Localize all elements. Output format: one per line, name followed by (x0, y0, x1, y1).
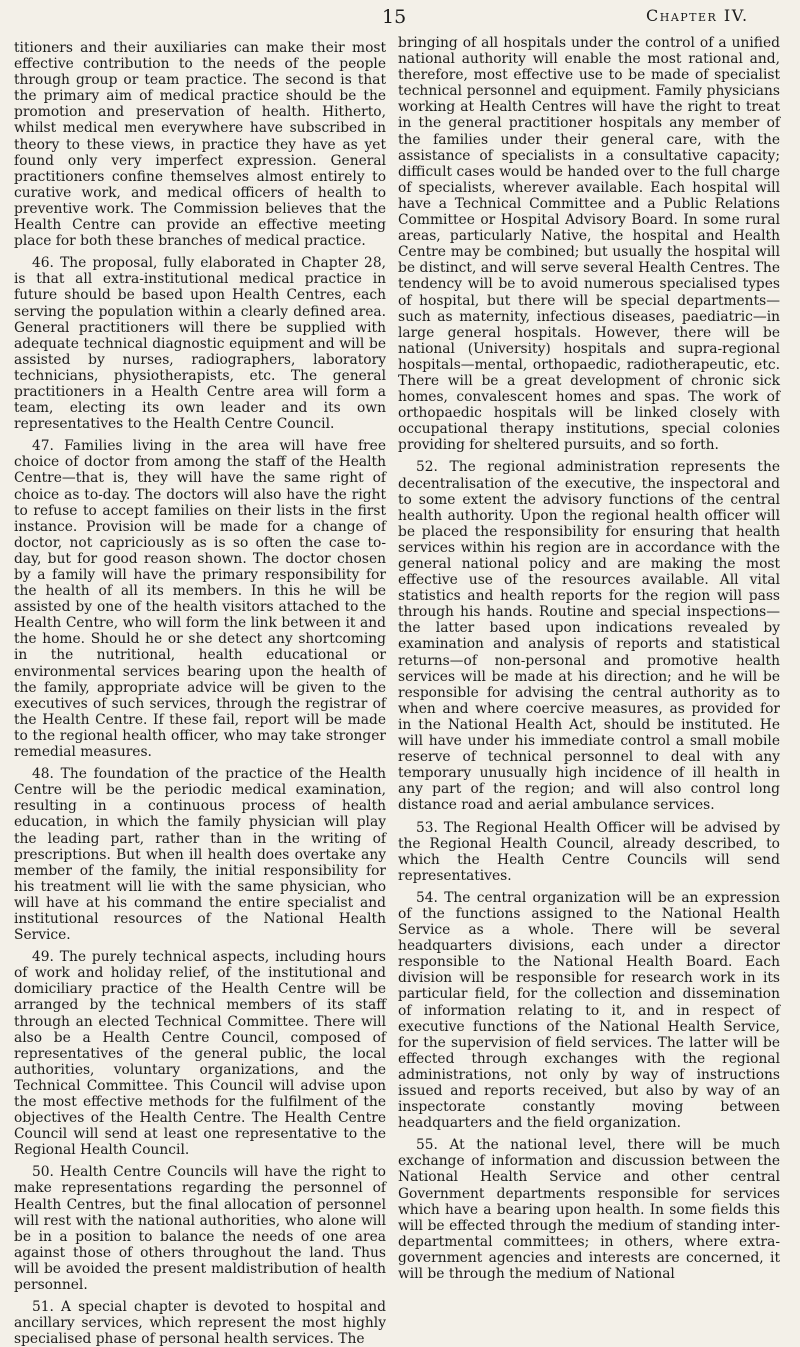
paragraph-47: 47. Families living in the area will have free choice of doctor from among the staff of the Health Centre—that is, they will have the same right of choice as to-day. The doctors will also have the right to refuse to accept families on their lists in the first instance. Provision will be made for a change of doctor, not capriciously as is so often the case to-day, but for good reason shown. The doctor chosen by a family will have the primary responsibility for the health of all its members. In this he will be assisted by one of the health visitors attached to the Health Centre, who will form the link between it and the home. Should he or she detect any shortcoming in the nutritional, health educational or environmental services bearing upon the health of the family, appropriate advice will be given to the executives of such services, through the registrar of the Health Centre. If these fail, report will be made to the regional health officer, who may take stronger remedial measures. (14, 438, 386, 761)
paragraph-50: 50. Health Centre Councils will have the right to make representations regarding the personnel of Health Centres, but the final allocation of personnel will rest with the national authorities, who alone will be in a position to balance the needs of one area against those of others throughout the land. Thus will be avoided the present maldistribution of health personnel. (14, 1164, 386, 1294)
paragraph-49: 49. The purely technical aspects, including hours of work and holiday relief, of the institutional and domiciliary practice of the Health Centre will be arranged by the technical members of its staff through an elected Technical Committee. There will also be a Health Centre Council, composed of representatives of the general public, the local authorities, voluntary organizations, and the Technical Committee. This Council will advise upon the most effective methods for the fulfilment of the objectives of the Health Centre. The Health Centre Council will send at least one representative to the Regional Health Council. (14, 949, 386, 1159)
paragraph-54: 54. The central organization will be an expression of the functions assigned to the National Health Service as a whole. There will be several headquarters divisions, each under a director responsible to the National Health Board. Each division will be responsible for research work in its particular field, for the collection and dissemination of information relating to it, and in respect of executive functions of the National Health Service, for the supervision of field services. The latter will be effected through exchanges with the regional administrations, not only by way of instructions issued and reports received, but also by way of an inspectorate constantly moving between headquarters and the field organization. (398, 889, 780, 1132)
paragraph-55: 55. At the national level, there will be much exchange of information and discussion between the National Health Service and other central Government departments responsible for services which have a bearing upon health. In some fields this will be effected through the medium of standing inter-departmental committees; in others, where extra-government agencies and interests are concerned, it will be through the medium of National (398, 1137, 780, 1283)
chapter-heading: Chapter IV. (646, 6, 749, 25)
paragraph-52: 52. The regional administration represents the decentralisation of the executive, the inspectoral and to some extent the advisory functions of the central health authority. Upon the regional health officer will be placed the responsibility for ensuring that health services within his region are in accordance with the general national policy and are making the most effective use of the resources available. All vital statistics and health reports for the region will pass through his hands. Routine and special inspections—the latter based upon indications revealed by examination and analysis of reports and statistical returns—of non-personal and promotive health services will be made at his direction; and he will be responsible for advising the central authority as to when and where coercive measures, as provided for in the National Health Act, should be instituted. He will have under his immediate control a small mobile reserve of technical personnel to deal with any temporary unusually high incidence of ill health in any part of the region; and will also control long distance road and aerial ambulance services. (398, 459, 780, 814)
right-column (398, 35, 780, 1282)
page-number: 15 (382, 6, 407, 28)
paragraph-46: 46. The proposal, fully elaborated in Chapter 28, is that all extra-institutional medical practice in future should be based upon Health Centres, each serving the population within a clearly defined area. General practitioners will there be supplied with adequate technical diagnostic equipment and will be assisted by nurses, radiographers, laboratory technicians, physiotherapists, etc. The general practitioners in a Health Centre area will form a team, electing its own leader and its own representatives to the Health Centre Council. (14, 255, 386, 433)
left-column (14, 40, 386, 1347)
paragraph-48: 48. The foundation of the practice of the Health Centre will be the periodic medical examination, resulting in a continuous process of health education, in which the family physician will play the leading part, rather than in the writing of prescriptions. But when ill health does overtake any member of the family, the initial responsibility for his treatment will lie with the same physician, who will have at his command the entire specialist and institutional resources of the National Health Service. (14, 766, 386, 944)
paragraph-continued: bringing of all hospitals under the control of a unified national authority will enable the most rational and, therefore, most effective use to be made of specialist technical personnel and equipment. Family physicians working at Health Centres will have the right to treat in the general practitioner hospitals any member of the families under their general care, with the assistance of specialists in a consultative capacity; difficult cases would be handed over to the full charge of specialists, wherever available. Each hospital will have a Technical Committee and a Public Relations Committee or Hospital Advisory Board. In some rural areas, particularly Native, the hospital and Health Centre may be combined; but usually the hospital will be distinct, and will serve several Health Centres. The tendency will be to avoid numerous specialised types of hospital, but there will be special departments—such as maternity, infectious diseases, paediatric—in large general hospitals. However, there will be national (University) hospitals and supra-regional hospitals—mental, orthopaedic, radiotherapeutic, etc. There will be a great development of chronic sick homes, convalescent homes and spas. The work of orthopaedic hospitals will be linked closely with occupational therapy institutions, special colonies providing for sheltered pursuits, and so forth. (398, 35, 780, 454)
paragraph-53: 53. The Regional Health Officer will be advised by the Regional Health Council, already described, to which the Health Centre Councils will send representatives. (398, 819, 780, 884)
paragraph-51: 51. A special chapter is devoted to hospital and ancillary services, which represent the most highly specialised phase of personal health services. The (14, 1299, 386, 1347)
paragraph-continued: titioners and their auxiliaries can make their most effective contribution to the needs of the people through group or team practice. The second is that the primary aim of medical practice should be the promotion and preservation of health. Hitherto, whilst medical men everywhere have subscribed in theory to these views, in practice they have as yet found only very imperfect expression. General practitioners confine themselves almost entirely to curative work, and medical officers of health to preventive work. The Commission believes that the Health Centre can provide an effective meeting place for both these branches of medical practice. (14, 40, 386, 250)
